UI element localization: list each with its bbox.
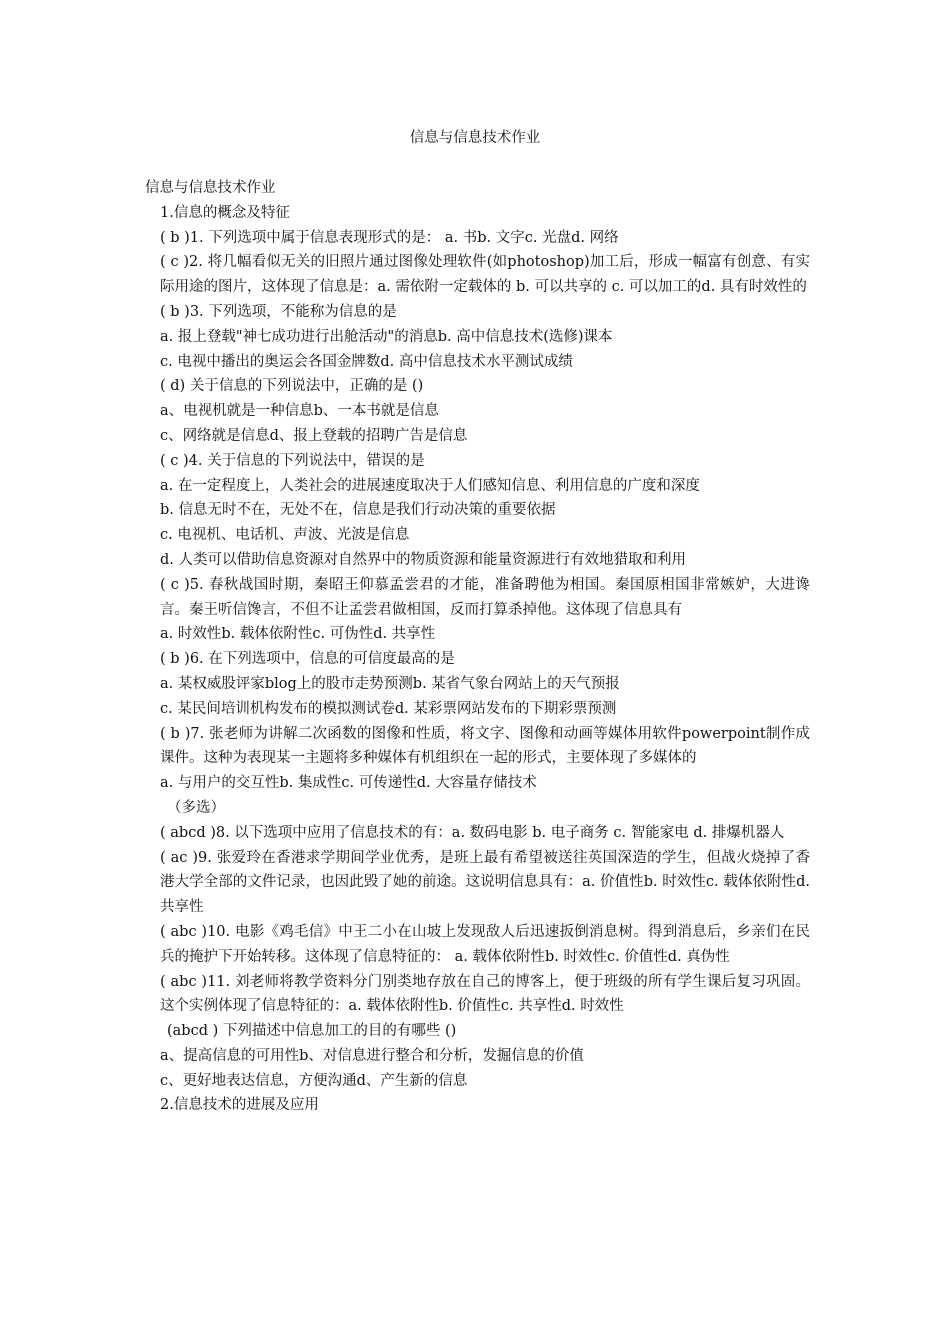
option-line: c. 电视机、电话机、声波、光波是信息 bbox=[160, 527, 410, 544]
question-abcd: (abcd ) 下列描述中信息加工的目的有哪些 () bbox=[167, 1023, 457, 1040]
question-5: ( c )5. 春秋战国时期，秦昭王仰慕孟尝君的才能，准备聘他为相国。秦国原相国非常嫉妒，大进谗言。秦王听信馋言，不但不让孟尝君做相国，反而打算杀掉他。这体现了信息具有 bbox=[160, 576, 810, 618]
subsection-title: 2.信息技术的进展及应用 bbox=[160, 1097, 319, 1114]
option-line: a. 在一定程度上，人类社会的进展速度取决于人们感知信息、利用信息的广度和深度 bbox=[160, 477, 700, 494]
subsection-title: 1.信息的概念及特征 bbox=[160, 204, 290, 221]
question-10: ( abc )10. 电影《鸡毛信》中王二小在山坡上发现敌人后迅速扳倒消息树。得到消息后，乡亲们在民兵的掩护下开始转移。这体现了信息特征的： a. 载体依附性b. 时效性c. 价值性d. 真伪性 bbox=[160, 923, 810, 965]
question-8: ( abcd )8. 以下选项中应用了信息技术的有：a. 数码电影 b. 电子商务 c. 智能家电 d. 排爆机器人 bbox=[160, 824, 785, 841]
option-line: c、网络就是信息d、报上登载的招聘广告是信息 bbox=[160, 427, 468, 444]
document-body bbox=[145, 176, 810, 1118]
option-line: a. 某权威股评家blog上的股市走势预测b. 某省气象台网站上的天气预报 bbox=[160, 675, 620, 692]
option-line: b. 信息无时不在，无处不在，信息是我们行动决策的重要依据 bbox=[160, 502, 556, 519]
question-7: ( b )7. 张老师为讲解二次函数的图像和性质，将文字、图像和动画等媒体用软件powerpoint制作成课件。这种为表现某一主题将多种媒体有机组织在一起的形式，主要体现了多媒体的 bbox=[160, 725, 810, 767]
option-line: a. 时效性b. 载体依附性c. 可伪性d. 共享性 bbox=[160, 626, 436, 643]
section-heading: 信息与信息技术作业 bbox=[145, 180, 276, 196]
option-line: c、更好地表达信息，方便沟通d、产生新的信息 bbox=[160, 1072, 468, 1089]
document-title: 信息与信息技术作业 bbox=[409, 130, 541, 146]
option-line: a、电视机就是一种信息b、一本书就是信息 bbox=[160, 403, 439, 420]
question-4: ( c )4. 关于信息的下列说法中，错误的是 bbox=[160, 452, 425, 469]
option-line: a、提高信息的可用性b、对信息进行整合和分析，发掘信息的价值 bbox=[160, 1047, 584, 1064]
option-line: c. 某民间培训机构发布的模拟测试卷d. 某彩票网站发布的下期彩票预测 bbox=[160, 700, 617, 717]
option-line: d. 人类可以借助信息资源对自然界中的物质资源和能量资源进行有效地猎取和利用 bbox=[160, 551, 686, 568]
option-line: a. 报上登载"神七成功进行出舱活动"的消息b. 高中信息技术(选修)课本 bbox=[160, 328, 613, 345]
option-line: c. 电视中播出的奥运会各国金牌数d. 高中信息技术水平测试成绩 bbox=[160, 353, 573, 370]
question-3: ( b )3. 下列选项，不能称为信息的是 bbox=[160, 303, 397, 320]
question-d: ( d) 关于信息的下列说法中，正确的是 () bbox=[160, 378, 424, 395]
question-9: ( ac )9. 张爱玲在香港求学期间学业优秀，是班上最有希望被送往英国深造的学生，但战火烧掉了香港大学全部的文件记录，也因此毁了她的前途。这说明信息具有：a. 价值性b. 时效性c. 载体依附性d. 共享性 bbox=[160, 849, 810, 916]
multi-choice-label: （多选） bbox=[167, 799, 225, 816]
question-2: ( c )2. 将几幅看似无关的旧照片通过图像处理软件(如photoshop)加工后，形成一幅富有创意、有实际用途的图片，这体现了信息是：a. 需依附一定载体的 b. 可以共享的 c. 可以加工的d. 具有时效性的 bbox=[160, 254, 810, 296]
question-6: ( b )6. 在下列选项中，信息的可信度最高的是 bbox=[160, 651, 455, 668]
option-line: a. 与用户的交互性b. 集成性c. 可传递性d. 大容量存储技术 bbox=[160, 775, 537, 792]
question-11: ( abc )11. 刘老师将教学资料分门别类地存放在自己的博客上，便于班级的所有学生课后复习巩固。这个实例体现了信息特征的：a. 载体依附性b. 价值性c. 共享性d. 时效性 bbox=[160, 973, 810, 1015]
question-1: ( b )1. 下列选项中属于信息表现形式的是： a. 书b. 文字c. 光盘d. 网络 bbox=[160, 229, 619, 246]
